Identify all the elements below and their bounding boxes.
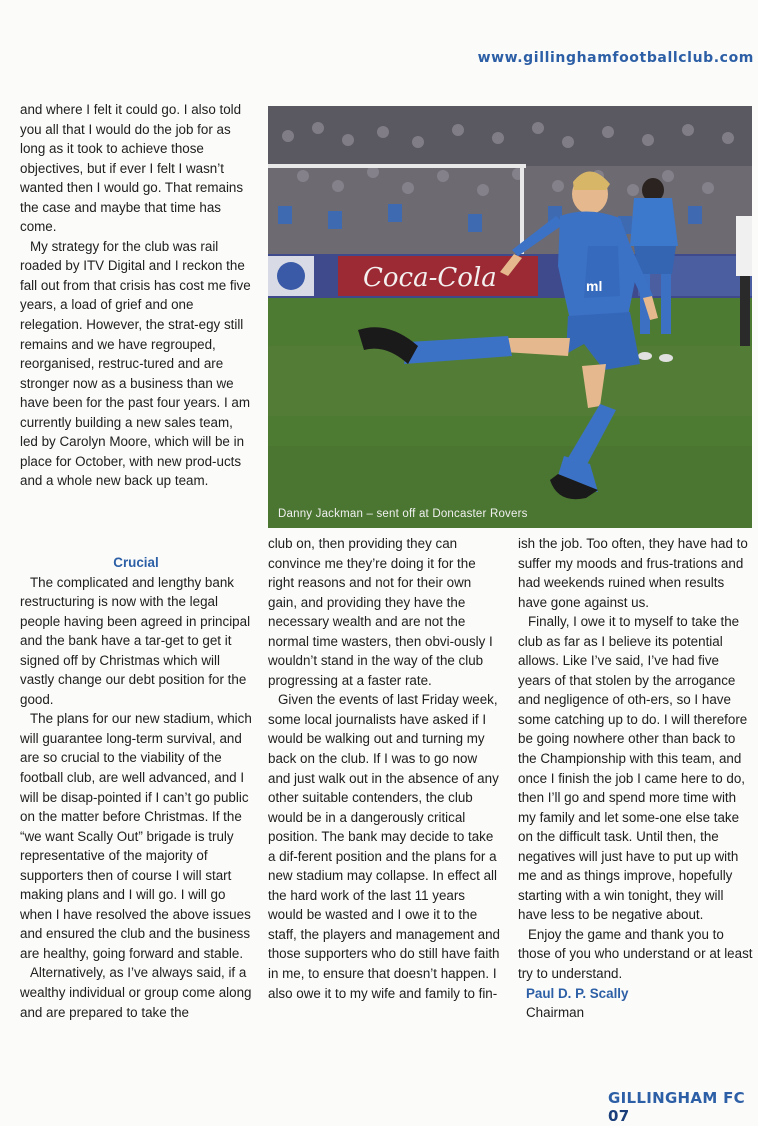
paragraph: and where I felt it could go. I also told you all that I would do the job for as long as it took to achieve those objectives, but if ever I felt I wasn’t wanted then I would go. That remains the case and maybe that time has come. [20, 102, 244, 235]
paragraph: My strategy for the club was rail roaded by ITV Digital and I reckon the fall out from that crisis has cost me five years, a load of grief and one relegation. However, the strat-egy still remains and we have regrouped, reorganised, restruc-tured and are stronger now as a business than we have been for the past four years. I am currently building a new sales team, led by Carolyn Moore, which will be in place for October, with new prod-ucts and a whole new back up team. [20, 238, 251, 489]
signature-title: Chairman [526, 1005, 585, 1021]
paragraph: The plans for our new stadium, which will guarantee long-term survival, and are so crucial to the viability of the football club, are well advanced, and I will be disap-pointed if I can’t go public on the matter before Christmas. If the “we want Scally Out” brigade is truly representative of the majority of supporters then of course I will start making plans and I will go. I will go when I have resolved the above issues and ensured the club and the business are healthy, going forward and stable. [20, 711, 252, 961]
section-heading: Crucial [113, 555, 159, 570]
article-column-1-bottom [20, 553, 252, 1022]
signature-name: Paul D. P. Scally [526, 985, 629, 1001]
paragraph: The complicated and lengthy bank restructuring is now with the legal people having been agreed in principal and the bank have a tar-get to get it signed off by Christmas which will vastly change our debt position for the good. [20, 574, 251, 707]
paragraph: ish the job. Too often, they have had to suffer my moods and frus-trations and had weekends ruined when results have gone against us. [518, 536, 748, 610]
paragraph: club on, then providing they can convince me they’re doing it for the right reasons and not for their own gain, and providing they have the necessary wealth and are not the normal time wasters, then obvi-ously I wouldn’t stand in the way of the club progressing at a faster rate. [268, 536, 493, 688]
paragraph: Alternatively, as I’ve always said, if a wealthy individual or group come along and are prepared to take the [20, 965, 252, 1020]
website-url: www.gillinghamfootballclub.com [477, 50, 754, 66]
paragraph: Enjoy the game and thank you to those of you who understand or at least try to understand. [518, 926, 753, 982]
paragraph: Given the events of last Friday week, some local journalists have asked if I would be walking out and turning my back on the club. If I was to go now and just walk out in the absence of any other suitable contenders, the club would be in a dangerously critical position. The bank may decide to take a dif-ferent position and the plans for a new stadium may collapse. In effect all the hard work of the last 11 years would be wasted and I owe it to the staff, the players and management and those supporters who do still have faith in me, to ensure that doesn’t happen. I also owe it to my wife and family to fin- [268, 692, 501, 1001]
article-column-2 [268, 534, 500, 1003]
billboard-text: Coca-Cola [363, 263, 497, 293]
photo-caption: Danny Jackman – sent off at Doncaster Rovers [278, 508, 528, 520]
svg-text:ml: ml [586, 278, 603, 294]
page-footer [608, 1089, 758, 1125]
article-column-3 [518, 534, 754, 1023]
paragraph: Finally, I owe it to myself to take the club as far as I believe its potential allows. Like I’ve said, I’ve had five years of that stolen by the arrogance and negligence of oth-ers, so I have some catching up to do. I will therefore be going nowhere other than back to the Championship with this team, and once I finish the job I came here to do, then I’ll go and spend more time with my family and let some-one else take on the difficult task. Until then, the negatives will just have to put up with me and as things improve, hopefully starting with a win tonight, they will have less to be negative about. [518, 614, 748, 923]
player-photo [268, 106, 752, 528]
page-number: 07 [608, 1107, 630, 1125]
footer-club-name: GILLINGHAM FC [608, 1089, 745, 1107]
article-column-1-top [20, 100, 252, 491]
